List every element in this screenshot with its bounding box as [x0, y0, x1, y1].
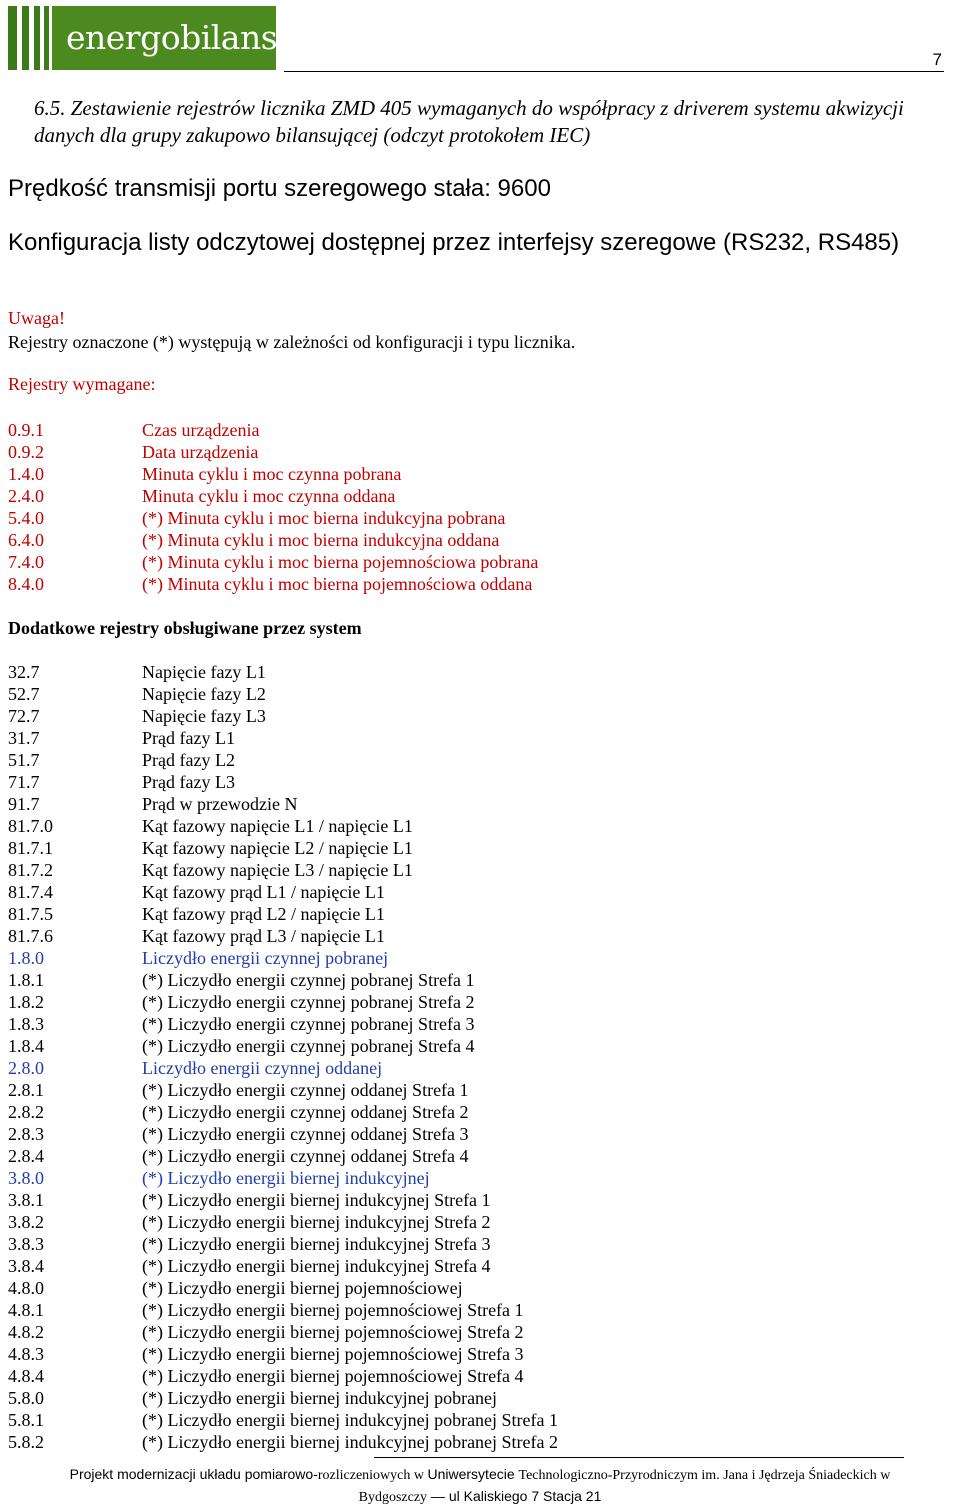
register-description: Kąt fazowy napięcie L2 / napięcie L1: [142, 838, 413, 858]
register-code: 51.7: [8, 750, 40, 770]
register-row: [8, 507, 538, 529]
register-code: 3.8.3: [8, 1234, 44, 1254]
register-code: 5.8.2: [8, 1432, 44, 1452]
register-row: [8, 1387, 558, 1409]
register-row: [8, 1057, 558, 1079]
register-code: 1.8.2: [8, 992, 44, 1012]
register-code: 2.8.1: [8, 1080, 44, 1100]
register-row: [8, 1277, 558, 1299]
register-row: [8, 1365, 558, 1387]
register-description: (*) Liczydło energii biernej indukcyjnej Strefa 4: [142, 1256, 491, 1276]
register-row: [8, 1123, 558, 1145]
register-row: [8, 749, 558, 771]
register-row: [8, 837, 558, 859]
register-row: [8, 969, 558, 991]
register-row: [8, 573, 538, 595]
register-description: (*) Liczydło energii biernej pojemnościowej Strefa 1: [142, 1300, 524, 1320]
register-description: (*) Liczydło energii biernej pojemnościowej: [142, 1278, 463, 1298]
register-code: 31.7: [8, 728, 40, 748]
register-description: Napięcie fazy L2: [142, 684, 266, 704]
register-description: Data urządzenia: [142, 442, 259, 462]
register-row: [8, 859, 558, 881]
register-description: (*) Liczydło energii biernej indukcyjnej Strefa 2: [142, 1212, 491, 1232]
register-code: 0.9.1: [8, 420, 44, 440]
logo-bars-graphic: [8, 6, 56, 70]
register-description: Napięcie fazy L1: [142, 662, 266, 682]
register-row: [8, 419, 538, 441]
register-code: 5.8.0: [8, 1388, 44, 1408]
register-row: [8, 1343, 558, 1365]
register-row: [8, 1189, 558, 1211]
register-description: Napięcie fazy L3: [142, 706, 266, 726]
register-code: 4.8.3: [8, 1344, 44, 1364]
register-description: Liczydło energii czynnej pobranej: [142, 948, 389, 968]
register-row: [8, 1079, 558, 1101]
register-code: 3.8.0: [8, 1168, 44, 1188]
footer-line-1: Projekt modernizacji układu pomiarowo-rozliczeniowych w Uniwersytecie Technologiczno-Przyrodniczym im. Jana i Jędrzeja Śniadeckich w: [69, 1466, 891, 1483]
register-description: (*) Liczydło energii czynnej oddanej Strefa 4: [142, 1146, 469, 1166]
register-row: [8, 991, 558, 1013]
logo-text: energobilans: [52, 6, 276, 70]
register-description: Minuta cyklu i moc czynna pobrana: [142, 464, 402, 484]
register-code: 81.7.4: [8, 882, 53, 902]
register-row: [8, 1013, 558, 1035]
register-code: 81.7.2: [8, 860, 53, 880]
register-code: 1.8.1: [8, 970, 44, 990]
register-description: Kąt fazowy prąd L3 / napięcie L1: [142, 926, 385, 946]
register-code: 3.8.1: [8, 1190, 44, 1210]
register-code: 32.7: [8, 662, 40, 682]
register-row: [8, 1299, 558, 1321]
register-description: Prąd fazy L1: [142, 728, 235, 748]
register-code: 5.4.0: [8, 508, 44, 528]
register-code: 3.8.2: [8, 1212, 44, 1232]
register-code: 52.7: [8, 684, 40, 704]
header-divider: [284, 71, 944, 72]
register-row: [8, 1233, 558, 1255]
register-row: [8, 1211, 558, 1233]
register-code: 5.8.1: [8, 1410, 44, 1430]
register-code: 81.7.6: [8, 926, 53, 946]
register-row: [8, 485, 538, 507]
register-code: 72.7: [8, 706, 40, 726]
register-row: [8, 1101, 558, 1123]
register-code: 81.7.1: [8, 838, 53, 858]
register-description: (*) Liczydło energii czynnej oddanej Strefa 1: [142, 1080, 469, 1100]
register-description: (*) Liczydło energii czynnej pobranej Strefa 4: [142, 1036, 475, 1056]
register-code: 71.7: [8, 772, 40, 792]
register-row: [8, 441, 538, 463]
register-row: [8, 947, 558, 969]
register-description: Kąt fazowy prąd L2 / napięcie L1: [142, 904, 385, 924]
required-registers-title: Rejestry wymagane:: [8, 374, 156, 394]
register-description: Prąd w przewodzie N: [142, 794, 298, 814]
register-description: (*) Liczydło energii czynnej pobranej Strefa 1: [142, 970, 475, 990]
register-code: 4.8.0: [8, 1278, 44, 1298]
footer-line-2: Bydgoszczy — ul Kaliskiego 7 Stacja 21: [358, 1488, 602, 1505]
register-row: [8, 1255, 558, 1277]
register-row: [8, 1145, 558, 1167]
register-description: (*) Liczydło energii czynnej pobranej Strefa 2: [142, 992, 475, 1012]
footer-divider: [374, 1457, 904, 1458]
required-registers-list: [8, 419, 538, 595]
register-row: [8, 683, 558, 705]
register-description: (*) Liczydło energii czynnej oddanej Strefa 3: [142, 1124, 469, 1144]
register-code: 2.8.2: [8, 1102, 44, 1122]
register-row: [8, 551, 538, 573]
register-description: (*) Minuta cyklu i moc bierna pojemnościowa pobrana: [142, 552, 539, 572]
footer: [0, 1464, 960, 1508]
register-code: 2.8.4: [8, 1146, 44, 1166]
register-code: 2.4.0: [8, 486, 44, 506]
register-description: Liczydło energii czynnej oddanej: [142, 1058, 383, 1078]
config-heading: Konfiguracja listy odczytowej dostępnej przez interfejsy szeregowe (RS232, RS485): [8, 229, 900, 256]
register-description: Czas urządzenia: [142, 420, 260, 440]
register-row: [8, 1431, 558, 1453]
register-row: [8, 661, 558, 683]
register-description: (*) Minuta cyklu i moc bierna indukcyjna pobrana: [142, 508, 506, 528]
register-row: [8, 793, 558, 815]
register-row: [8, 463, 538, 485]
register-code: 91.7: [8, 794, 40, 814]
register-description: Kąt fazowy napięcie L3 / napięcie L1: [142, 860, 413, 880]
register-description: (*) Minuta cyklu i moc bierna indukcyjna oddana: [142, 530, 500, 550]
section-title: 6.5. Zestawienie rejestrów licznika ZMD 405 wymaganych do współpracy z driverem systemu akwizycji danych dla grupy zakupowo bilansującej (odczyt protokołem IEC): [34, 96, 904, 147]
register-code: 2.8.3: [8, 1124, 44, 1144]
register-code: 8.4.0: [8, 574, 44, 594]
register-description: Kąt fazowy prąd L1 / napięcie L1: [142, 882, 385, 902]
register-code: 81.7.0: [8, 816, 53, 836]
register-code: 1.8.4: [8, 1036, 44, 1056]
register-row: [8, 771, 558, 793]
register-row: [8, 1035, 558, 1057]
register-description: (*) Liczydło energii biernej indukcyjnej Strefa 3: [142, 1234, 491, 1254]
register-description: Minuta cyklu i moc czynna oddana: [142, 486, 396, 506]
register-description: (*) Liczydło energii biernej pojemnościowej Strefa 3: [142, 1344, 524, 1364]
register-code: 0.9.2: [8, 442, 44, 462]
register-description: Prąd fazy L2: [142, 750, 235, 770]
baud-rate-heading: Prędkość transmisji portu szeregowego stała: 9600: [8, 175, 551, 202]
register-description: (*) Liczydło energii biernej indukcyjnej Strefa 1: [142, 1190, 491, 1210]
register-description: Kąt fazowy napięcie L1 / napięcie L1: [142, 816, 413, 836]
register-description: (*) Liczydło energii biernej indukcyjnej pobranej Strefa 1: [142, 1410, 559, 1430]
register-code: 1.8.3: [8, 1014, 44, 1034]
register-description: (*) Liczydło energii biernej indukcyjnej pobranej: [142, 1388, 498, 1408]
register-code: 6.4.0: [8, 530, 44, 550]
register-row: [8, 1409, 558, 1431]
register-code: 7.4.0: [8, 552, 44, 572]
register-code: 1.4.0: [8, 464, 44, 484]
page-number: 7: [932, 50, 942, 69]
register-code: 3.8.4: [8, 1256, 44, 1276]
register-description: (*) Liczydło energii biernej pojemnościowej Strefa 2: [142, 1322, 524, 1342]
energobilans-logo: [8, 6, 276, 70]
register-row: [8, 881, 558, 903]
register-row: [8, 1321, 558, 1343]
register-row: [8, 529, 538, 551]
additional-registers-title: Dodatkowe rejestry obsługiwane przez system: [8, 618, 362, 638]
register-description: Prąd fazy L3: [142, 772, 235, 792]
register-code: 4.8.2: [8, 1322, 44, 1342]
warning-text: Rejestry oznaczone (*) występują w zależności od konfiguracji i typu licznika.: [8, 332, 576, 352]
register-description: (*) Minuta cyklu i moc bierna pojemnościowa oddana: [142, 574, 533, 594]
register-code: 2.8.0: [8, 1058, 44, 1078]
register-description: (*) Liczydło energii biernej pojemnościowej Strefa 4: [142, 1366, 524, 1386]
warning-label: Uwaga!: [8, 308, 65, 328]
additional-registers-list: [8, 661, 558, 1453]
register-row: [8, 705, 558, 727]
register-row: [8, 903, 558, 925]
register-row: [8, 727, 558, 749]
register-description: (*) Liczydło energii czynnej oddanej Strefa 2: [142, 1102, 469, 1122]
register-row: [8, 925, 558, 947]
register-description: (*) Liczydło energii biernej indukcyjnej: [142, 1168, 430, 1188]
register-description: (*) Liczydło energii biernej indukcyjnej pobranej Strefa 2: [142, 1432, 559, 1452]
register-row: [8, 1167, 558, 1189]
register-code: 4.8.4: [8, 1366, 44, 1386]
register-code: 4.8.1: [8, 1300, 44, 1320]
register-code: 1.8.0: [8, 948, 44, 968]
register-row: [8, 815, 558, 837]
register-code: 81.7.5: [8, 904, 53, 924]
register-description: (*) Liczydło energii czynnej pobranej Strefa 3: [142, 1014, 475, 1034]
